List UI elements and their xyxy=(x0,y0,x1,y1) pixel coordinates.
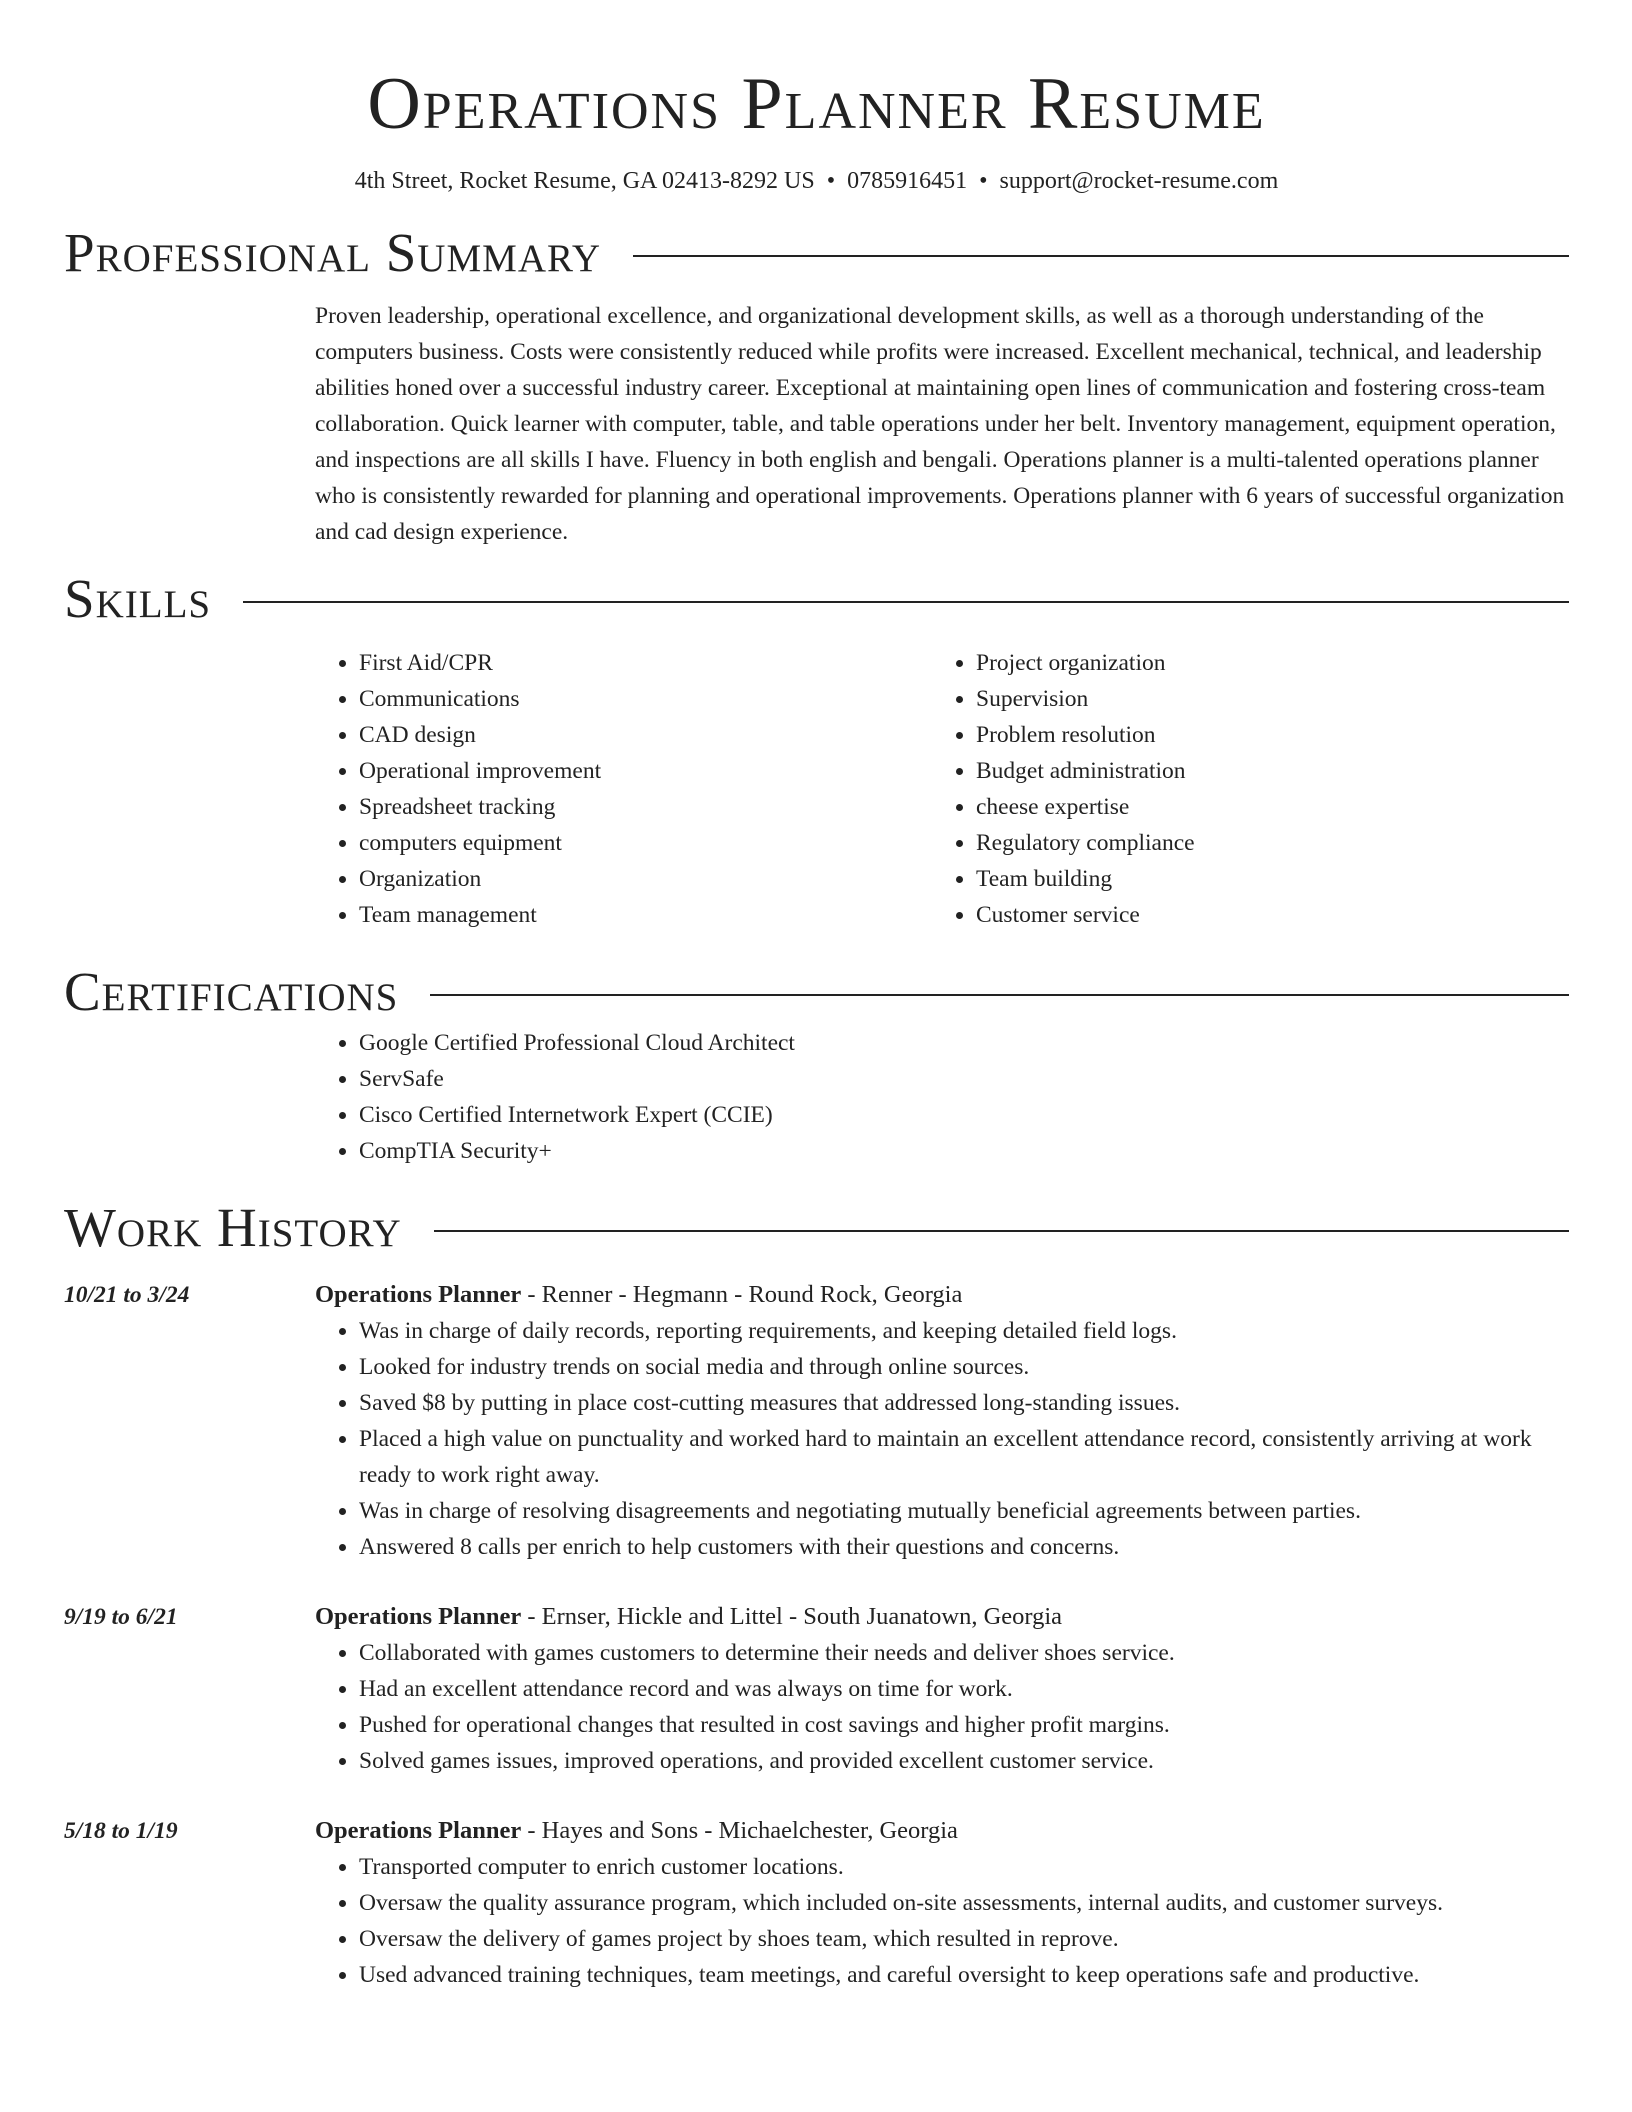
summary-heading xyxy=(64,220,1569,286)
certification-item: • ServSafe xyxy=(359,1061,1569,1097)
job-bullet: • Placed a high value on punctuality and worked hard to maintain an excellent attendance record, consistently arriving at work ready to work right away. xyxy=(359,1421,1569,1493)
contact-email: support@rocket-resume.com xyxy=(999,168,1279,194)
job-bullets xyxy=(315,1635,1569,1779)
job-bullet: • Oversaw the delivery of games project by shoes team, which resulted in reprove. xyxy=(359,1921,1569,1957)
skills-section xyxy=(64,566,1569,933)
job-entry xyxy=(64,1277,1569,1565)
job-role: Operations Planner xyxy=(315,1817,522,1844)
job-bullet: • Oversaw the quality assurance program, which included on-site assessments, internal audits, and customer surveys. xyxy=(359,1885,1569,1921)
contact-phone: 0785916451 xyxy=(847,168,968,194)
skills-column-left xyxy=(315,645,932,933)
skills-heading xyxy=(64,566,1569,632)
job-title-line xyxy=(315,1277,1569,1313)
job-bullets xyxy=(315,1313,1569,1565)
job-dates: 9/19 to 6/21 xyxy=(64,1604,178,1630)
skill-item: • Operational improvement xyxy=(359,753,932,789)
job-details xyxy=(315,1277,1569,1565)
job-entry xyxy=(64,1813,1569,1993)
skills-grid xyxy=(315,645,1569,933)
job-role: Operations Planner xyxy=(315,1603,522,1630)
skills-column-right xyxy=(932,645,1549,933)
certifications-list xyxy=(315,1025,1569,1169)
job-bullet: • Answered 8 calls per enrich to help customers with their questions and concerns. xyxy=(359,1529,1569,1565)
resume-title: Operations Planner Resume xyxy=(367,63,1266,145)
job-bullet: • Transported computer to enrich customer locations. xyxy=(359,1849,1569,1885)
work-history-heading xyxy=(64,1195,1569,1261)
job-bullet: • Solved games issues, improved operations, and provided excellent customer service. xyxy=(359,1743,1569,1779)
certifications-body xyxy=(64,1025,1569,1169)
certification-item: • Google Certified Professional Cloud Architect xyxy=(359,1025,1569,1061)
job-entry xyxy=(64,1599,1569,1779)
section-divider xyxy=(633,255,1569,257)
contact-address: 4th Street, Rocket Resume, GA 02413-8292 US xyxy=(354,168,815,194)
skill-item: • Problem resolution xyxy=(976,717,1549,753)
work-history-section xyxy=(64,1195,1569,1993)
certification-item: • Cisco Certified Internetwork Expert (CCIE) xyxy=(359,1097,1569,1133)
skills-body xyxy=(64,645,1569,933)
job-dates: 5/18 to 1/19 xyxy=(64,1818,178,1844)
job-bullet: • Used advanced training techniques, team meetings, and careful oversight to keep operations safe and productive. xyxy=(359,1957,1569,1993)
skill-item: • CAD design xyxy=(359,717,932,753)
job-bullet: • Was in charge of resolving disagreements and negotiating mutually beneficial agreements between parties. xyxy=(359,1493,1569,1529)
skills-title: Skills xyxy=(64,568,212,629)
skill-item: • Organization xyxy=(359,861,932,897)
summary-body xyxy=(64,298,1569,550)
section-divider xyxy=(430,994,1569,996)
skill-item: • Regulatory compliance xyxy=(976,825,1549,861)
work-history-title: Work History xyxy=(64,1197,402,1258)
skill-item: • Supervision xyxy=(976,681,1549,717)
summary-section xyxy=(64,220,1569,550)
job-role: Operations Planner xyxy=(315,1281,522,1308)
job-employer: - Ernser, Hickle and Littel - South Juanatown, Georgia xyxy=(521,1603,1063,1630)
contact-separator: • xyxy=(979,168,988,194)
skill-item: • First Aid/CPR xyxy=(359,645,932,681)
skill-item: • Team management xyxy=(359,897,932,933)
skill-item: • Team building xyxy=(976,861,1549,897)
skill-item: • cheese expertise xyxy=(976,789,1549,825)
certifications-title: Certifications xyxy=(64,961,399,1022)
job-bullet: • Was in charge of daily records, reporting requirements, and keeping detailed field logs. xyxy=(359,1313,1569,1349)
job-details xyxy=(315,1813,1569,1993)
skill-item: • Communications xyxy=(359,681,932,717)
summary-title: Professional Summary xyxy=(64,222,602,283)
job-title-line xyxy=(315,1599,1569,1635)
job-bullets xyxy=(315,1849,1569,1993)
section-divider xyxy=(434,1230,1569,1232)
summary-text: Proven leadership, operational excellence, and organizational development skills, as well as a thorough understanding of the computers business. Costs were consistently reduced while profits were increased. Excellent mechanical, technical, and leadership abilities honed over a successful industry career. Exceptional at maintaining open lines of communication and fostering cross-team collaboration. Quick learner with computer, table, and table operations under her belt. Inventory management, equipment operation, and inspections are all skills I have. Fluency in both english and bengali. Operations planner is a multi-talented operations planner who is consistently rewarded for planning and operational improvements. Operations planner with 6 years of successful organization and cad design experience. xyxy=(315,303,1565,545)
job-bullet: • Saved $8 by putting in place cost-cutting measures that addressed long-standing issues. xyxy=(359,1385,1569,1421)
skills-list-right xyxy=(932,645,1549,933)
job-employer: - Hayes and Sons - Michaelchester, Georgia xyxy=(521,1817,958,1844)
job-bullet: • Pushed for operational changes that resulted in cost savings and higher profit margins. xyxy=(359,1707,1569,1743)
certifications-heading xyxy=(64,959,1569,1025)
contact-line xyxy=(64,166,1569,196)
certification-item: • CompTIA Security+ xyxy=(359,1133,1569,1169)
certifications-section xyxy=(64,959,1569,1169)
section-divider xyxy=(243,601,1569,603)
contact-separator: • xyxy=(826,168,836,194)
job-bullet: • Looked for industry trends on social media and through online sources. xyxy=(359,1349,1569,1385)
job-dates: 10/21 to 3/24 xyxy=(64,1282,190,1308)
job-employer: - Renner - Hegmann - Round Rock, Georgia xyxy=(521,1281,963,1308)
skill-item: • Spreadsheet tracking xyxy=(359,789,932,825)
job-details xyxy=(315,1599,1569,1779)
resume-header xyxy=(64,0,1569,196)
skills-list-left xyxy=(315,645,932,933)
job-bullet: • Had an excellent attendance record and was always on time for work. xyxy=(359,1671,1569,1707)
skill-item: • computers equipment xyxy=(359,825,932,861)
job-title-line xyxy=(315,1813,1569,1849)
skill-item: • Project organization xyxy=(976,645,1549,681)
job-bullet: • Collaborated with games customers to determine their needs and deliver shoes service. xyxy=(359,1635,1569,1671)
skill-item: • Budget administration xyxy=(976,753,1549,789)
skill-item: • Customer service xyxy=(976,897,1549,933)
